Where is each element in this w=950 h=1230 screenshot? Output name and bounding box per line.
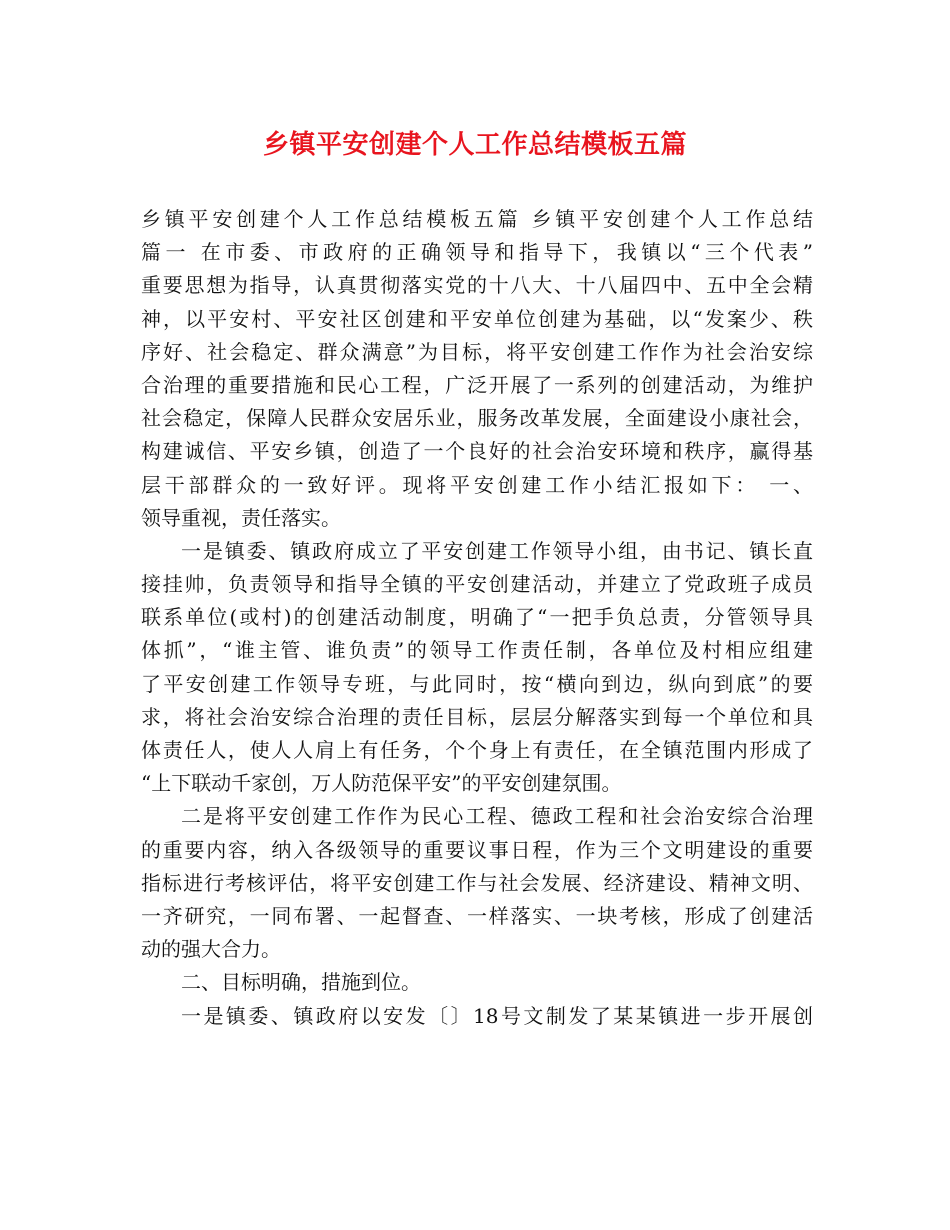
body-line: 篇一 在市委、市政府的正确领导和指导下，我镇以“三个代表” — [141, 240, 813, 265]
body-line: 体责任人，使人人肩上有任务，个个身上有责任，在全镇范围内形成了 — [141, 738, 813, 762]
body-line: 神，以平安村、平安社区创建和平安单位创建为基础，以“发案少、秩 — [141, 306, 813, 331]
body-line: 重要思想为指导，认真贯彻落实党的十八大、十八届四中、五中全会精 — [141, 273, 813, 298]
body-line: 动的强大合力。 — [141, 937, 281, 962]
body-line: 求，将社会治安综合治理的责任目标，层层分解落实到每一个单位和具 — [141, 704, 813, 729]
body-line: 的重要内容，纳入各级领导的重要议事日程，作为三个文明建设的重要 — [141, 837, 813, 862]
body-line: 接挂帅，负责领导和指导全镇的平安创建活动，并建立了党政班子成员 — [141, 572, 813, 597]
body-line: 体抓”，“谁主管、谁负责”的领导工作责任制，各单位及村相应组建 — [141, 638, 813, 663]
body-line: 构建诚信、平安乡镇，创造了一个良好的社会治安环境和秩序，赢得基 — [141, 439, 813, 464]
body-line: “上下联动千家创，万人防范保平安”的平安创建氛围。 — [141, 771, 622, 796]
body-line: 二、目标明确，措施到位。 — [181, 970, 421, 995]
body-line: 一是镇委、镇政府成立了平安创建工作领导小组，由书记、镇长直 — [181, 538, 813, 563]
body-line: 指标进行考核评估，将平安创建工作与社会发展、经济建设、精神文明、 — [141, 870, 813, 895]
body-line: 了平安创建工作领导专班，与此同时，按“横向到边，纵向到底”的要 — [141, 671, 813, 696]
body-line: 乡镇平安创建个人工作总结模板五篇 乡镇平安创建个人工作总结 — [141, 207, 813, 231]
body-line: 联系单位(或村)的创建活动制度，明确了“一把手负总责，分管领导具 — [141, 605, 813, 630]
body-line: 一齐研究，一同布署、一起督查、一样落实、一块考核，形成了创建活 — [141, 903, 813, 928]
body-line: 序好、社会稳定、群众满意”为目标，将平安创建工作作为社会治安综 — [141, 339, 813, 364]
body-line: 二是将平安创建工作作为民心工程、德政工程和社会治安综合治理 — [181, 804, 813, 829]
body-line: 社会稳定，保障人民群众安居乐业，服务改革发展，全面建设小康社会， — [141, 406, 813, 431]
body-line: 领导重视，责任落实。 — [141, 505, 341, 530]
document-title: 乡镇平安创建个人工作总结模板五篇 — [262, 130, 687, 160]
body-line: 层干部群众的一致好评。现将平安创建工作小结汇报如下： 一、 — [141, 472, 813, 497]
body-line: 一是镇委、镇政府以安发〔〕18号文制发了某某镇进一步开展创 — [181, 1003, 813, 1028]
body-line: 合治理的重要措施和民心工程，广泛开展了一系列的创建活动，为维护 — [141, 372, 813, 397]
document-body — [141, 203, 813, 1033]
